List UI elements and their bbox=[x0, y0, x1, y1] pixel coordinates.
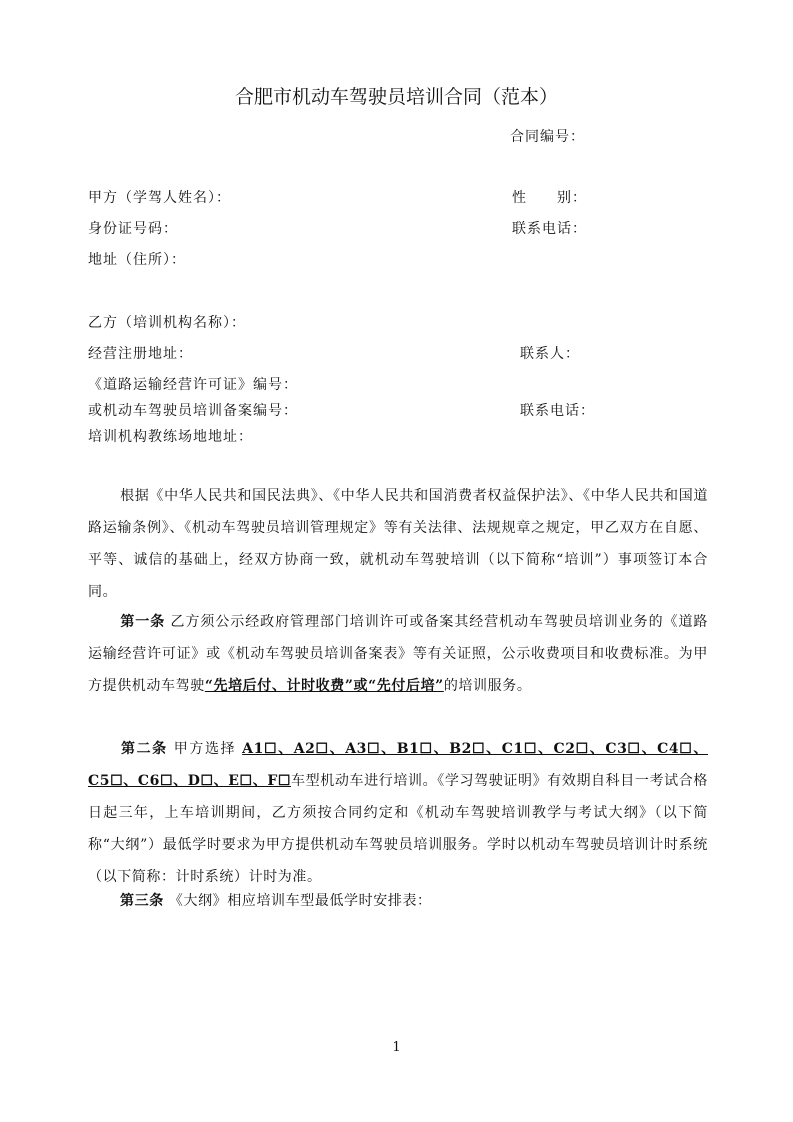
party-a-name-label: 甲方（学驾人姓名）： bbox=[88, 190, 231, 206]
party-b-phone-label: 联系电话： bbox=[520, 403, 595, 419]
party-b-contact-label: 联系人： bbox=[520, 346, 580, 362]
preamble-text: 根据《中华人民共和国民法典》、《中华人民共和国消费者权益保护法》、《中华人民共和国道路运输条例》、《机动车驾驶员培训管理规定》等有关法律、法规规章之规定，甲乙双方在自愿、平等、诚信的基础上，经双方协商一致，就机动车驾驶培训（以下简称“培训”）事项签订本合同。 bbox=[88, 488, 708, 600]
page-title: 合肥市机动车驾驶员培训合同（范本） bbox=[234, 86, 558, 108]
contract-number-label: 合同编号： bbox=[510, 129, 585, 145]
page-number: 1 bbox=[392, 1040, 401, 1055]
party-a-id-label: 身份证号码： bbox=[88, 221, 178, 237]
vehicle-class-options[interactable]: A1☐、A2☐、A3☐、B1☐、B2☐、C1☐、C2☐、C3☐、C4☐、C5☐、C6☐、D☐、E☐、F☐ bbox=[88, 741, 708, 789]
article-2-text: 甲方选择 bbox=[167, 741, 243, 757]
article-3-paragraph bbox=[88, 885, 708, 917]
article-3-text: 《大纲》相应培训车型最低学时安排表： bbox=[163, 893, 432, 909]
article-1-heading: 第一条 bbox=[120, 614, 166, 630]
party-b-filing-label: 或机动车驾驶员培训备案编号： bbox=[88, 403, 298, 419]
article-2-paragraph bbox=[88, 733, 708, 893]
party-a-phone-label: 联系电话： bbox=[512, 221, 587, 237]
article-2-text-end: 车型机动车进行培训。《学习驾驶证明》有效期自科目一考试合格日起三年，上车培训期间，乙方须按合同约定和《机动车驾驶培训教学与考试大纲》（以下简称“大纲”）最低学时要求为甲方提供机动车驾驶员培训服务。学时以机动车驾驶员培训计时系统（以下简称：计时系统）计时为准。 bbox=[88, 773, 708, 885]
article-1-service-mode: “先培后付、计时收费”或“先付后培” bbox=[204, 678, 444, 694]
article-1-text: 乙方须公示经政府管理部门培训许可或备案其经营机动车驾驶员培训业务的《道路运输经营许可证》或《机动车驾驶员培训备案表》等有关证照，公示收费项目和收费标准。为甲方提供机动车驾驶 bbox=[88, 614, 708, 694]
preamble-paragraph bbox=[88, 480, 708, 608]
party-b-name-label: 乙方（培训机构名称）： bbox=[88, 315, 246, 331]
article-1-paragraph bbox=[88, 606, 708, 702]
party-b-reg-address-label: 经营注册地址： bbox=[88, 346, 193, 362]
party-b-site-label: 培训机构教练场地地址： bbox=[88, 429, 253, 445]
party-b-permit-label: 《道路运输经营许可证》编号： bbox=[88, 377, 298, 393]
party-a-address-label: 地址（住所）： bbox=[88, 252, 186, 268]
article-1-text-end: 的培训服务。 bbox=[443, 678, 532, 694]
party-a-gender-label: 性 别： bbox=[512, 190, 587, 206]
article-3-heading: 第三条 bbox=[120, 893, 164, 909]
article-2-heading: 第二条 bbox=[120, 741, 168, 757]
